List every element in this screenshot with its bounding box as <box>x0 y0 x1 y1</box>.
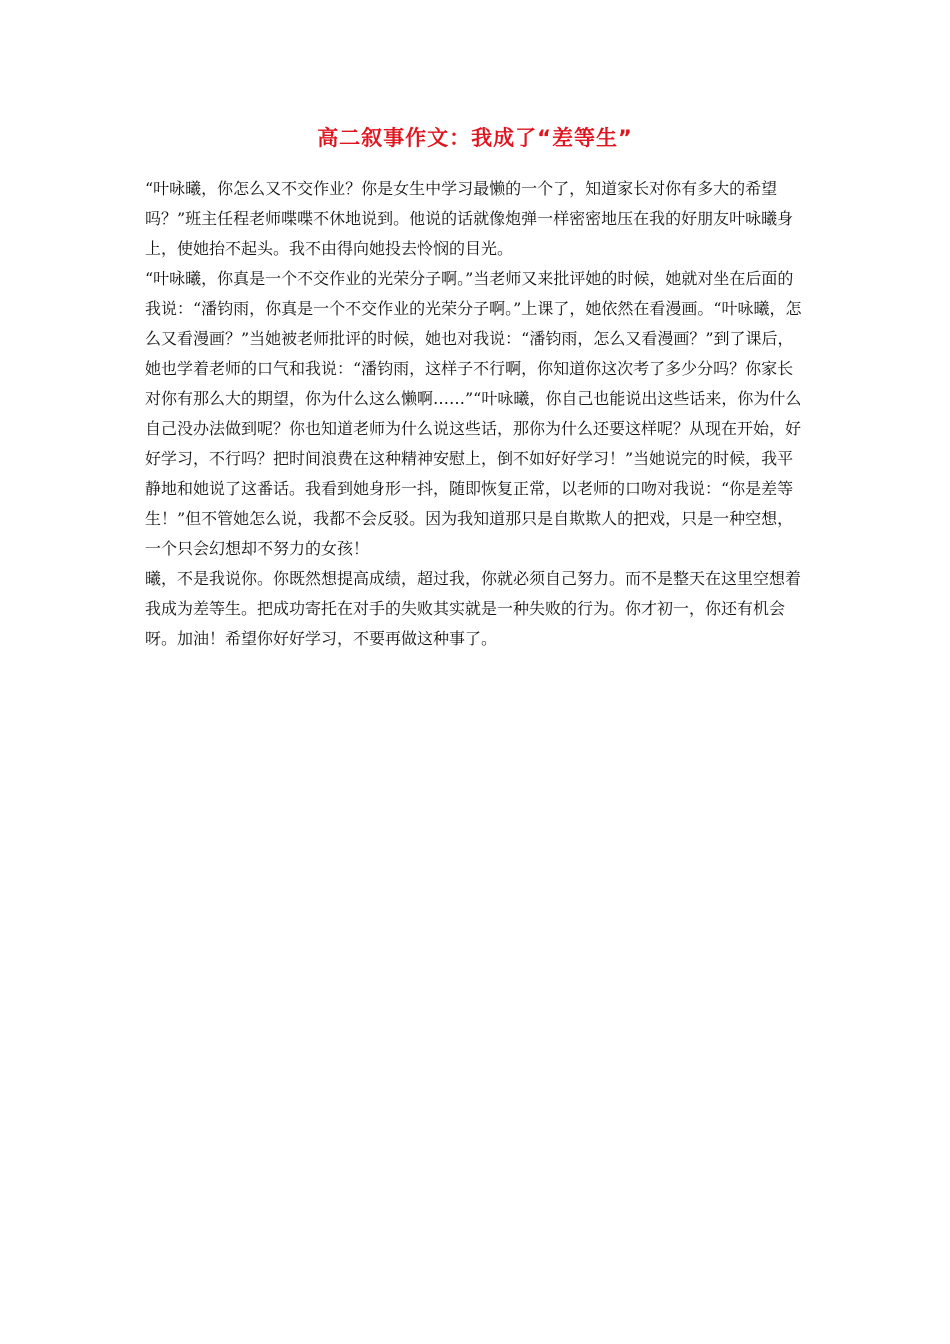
document-body <box>145 174 809 654</box>
paragraph-3: 曦，不是我说你。你既然想提高成绩，超过我，你就必须自己努力。而不是整天在这里空想着我成为差等生。把成功寄托在对手的失败其实就是一种失败的行为。你才初一，你还有机会呀。加油！希望你好好学习，不要再做这种事了。 <box>145 569 802 648</box>
paragraph-1: “叶咏曦，你怎么又不交作业？你是女生中学习最懒的一个了，知道家长对你有多大的希望吗？”班主任程老师喋喋不休地说到。他说的话就像炮弹一样密密地压在我的好朋友叶咏曦身上，使她抬不起头。我不由得向她投去怜悯的目光。 <box>145 179 794 258</box>
document-title: 高二叙事作文：我成了“差等生” <box>317 126 633 150</box>
paragraph-2: “叶咏曦，你真是一个不交作业的光荣分子啊。”当老师又来批评她的时候，她就对坐在后面的我说：“潘钧雨，你真是一个不交作业的光荣分子啊。”上课了，她依然在看漫画。“叶咏曦，怎么又看漫画？”当她被老师批评的时候，她也对我说：“潘钧雨，怎么又看漫画？”到了课后，她也学着老师的口气和我说：“潘钧雨，这样子不行啊，你知道你这次考了多少分吗？你家长对你有那么大的期望，你为什么这么懒啊……”“叶咏曦，你自己也能说出这些话来，你为什么自己没办法做到呢？你也知道老师为什么说这些话，那你为什么还要这样呢？从现在开始，好好学习，不行吗？把时间浪费在这种精神安慰上，倒不如好好学习！”当她说完的时候，我平静地和她说了这番话。我看到她身形一抖，随即恢复正常，以老师的口吻对我说：“你是差等生！”但不管她怎么说，我都不会反驳。因为我知道那只是自欺欺人的把戏，只是一种空想，一个只会幻想却不努力的女孩！ <box>145 269 802 558</box>
